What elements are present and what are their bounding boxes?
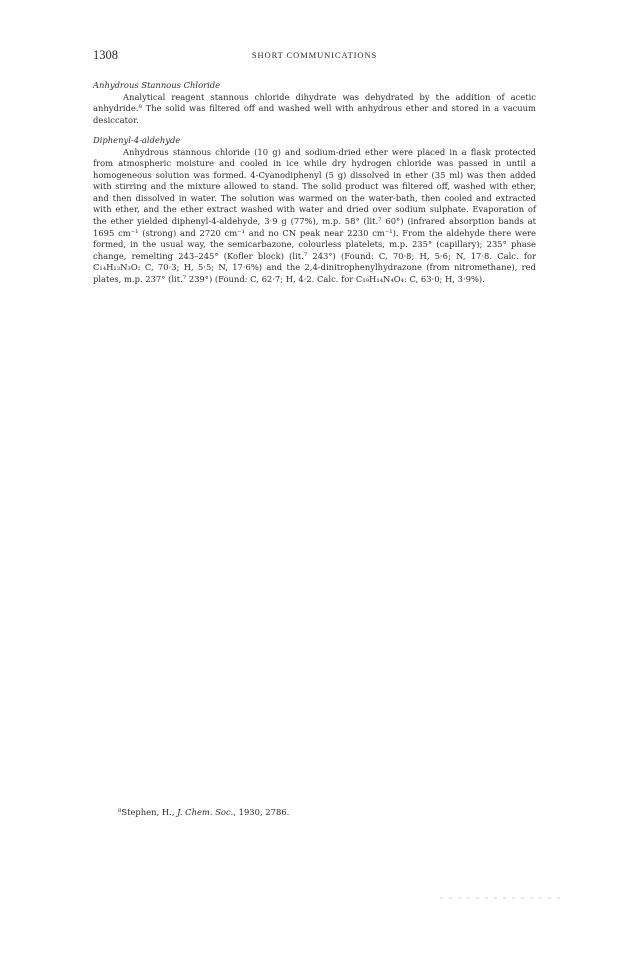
- running-title: SHORT COMMUNICATIONS: [251, 50, 378, 60]
- footnote-marker: ⁸: [118, 807, 122, 817]
- scan-artifact: [440, 897, 560, 899]
- section-heading-stannous-chloride: Anhydrous Stannous Chloride: [93, 80, 221, 90]
- article-body: [93, 80, 536, 285]
- footnote: [118, 807, 289, 817]
- footnote-journal: J. Chem. Soc.: [177, 807, 234, 817]
- paragraph-stannous-chloride: Analytical reagent stannous chloride dihydrate was dehydrated by the addition of acetic anhydride.⁸ The solid was filtered off and washed well with anhydrous ether and stored in a vacuum desiccator.: [93, 91, 536, 125]
- footnote-details: , 1930, 2786.: [233, 807, 290, 817]
- footnote-authors: Stephen, H.,: [121, 807, 178, 817]
- paragraph-diphenyl-aldehyde: Anhydrous stannous chloride (10 g) and sodium-dried ether were placed in a flask protected from atmospheric moisture and cooled in ice while dry hydrogen chloride was passed in until a homogeneous solution was formed. 4-Cyanodiphenyl (5 g) dissolved in ether (35 ml) was then added with stirring and the mixture allowed to stand. The solid product was filtered off, washed with ether, and then dissolved in water. The solution was warmed on the water-bath, then cooled and extracted with ether, and the ether extract washed with water and dried over sodium sulphate. Evaporation of the ether yielded diphenyl-4-aldehyde, 3·9 g (77%), m.p. 58° (lit.⁷ 60°) (infrared absorption bands at 1695 cm⁻¹ (strong) and 2720 cm⁻¹ and no CN peak near 2230 cm⁻¹). From the aldehyde there were formed, in the usual way, the semicarbazone, colourless platelets, m.p. 235° (capillary); 235° phase change, remelting 243–245° (Kofler block) (lit.⁷ 243°) (Found: C, 70·8; H, 5·6; N, 17·8. Calc. for C₁₄H₁₃N₃O: C, 70·3; H, 5·5; N, 17·6%) and the 2,4-dinitrophenylhydrazone (from nitromethane), red plates, m.p. 237° (lit.⁷ 239°) (Found: C, 62·7; H, 4·2. Calc. for C₁₉H₁₄N₄O₄: C, 63·0; H, 3·9%).: [93, 146, 536, 284]
- page-header: [93, 48, 536, 64]
- section-heading-diphenyl-aldehyde: Diphenyl-4-aldehyde: [93, 135, 181, 146]
- page-number: 1308: [93, 48, 118, 62]
